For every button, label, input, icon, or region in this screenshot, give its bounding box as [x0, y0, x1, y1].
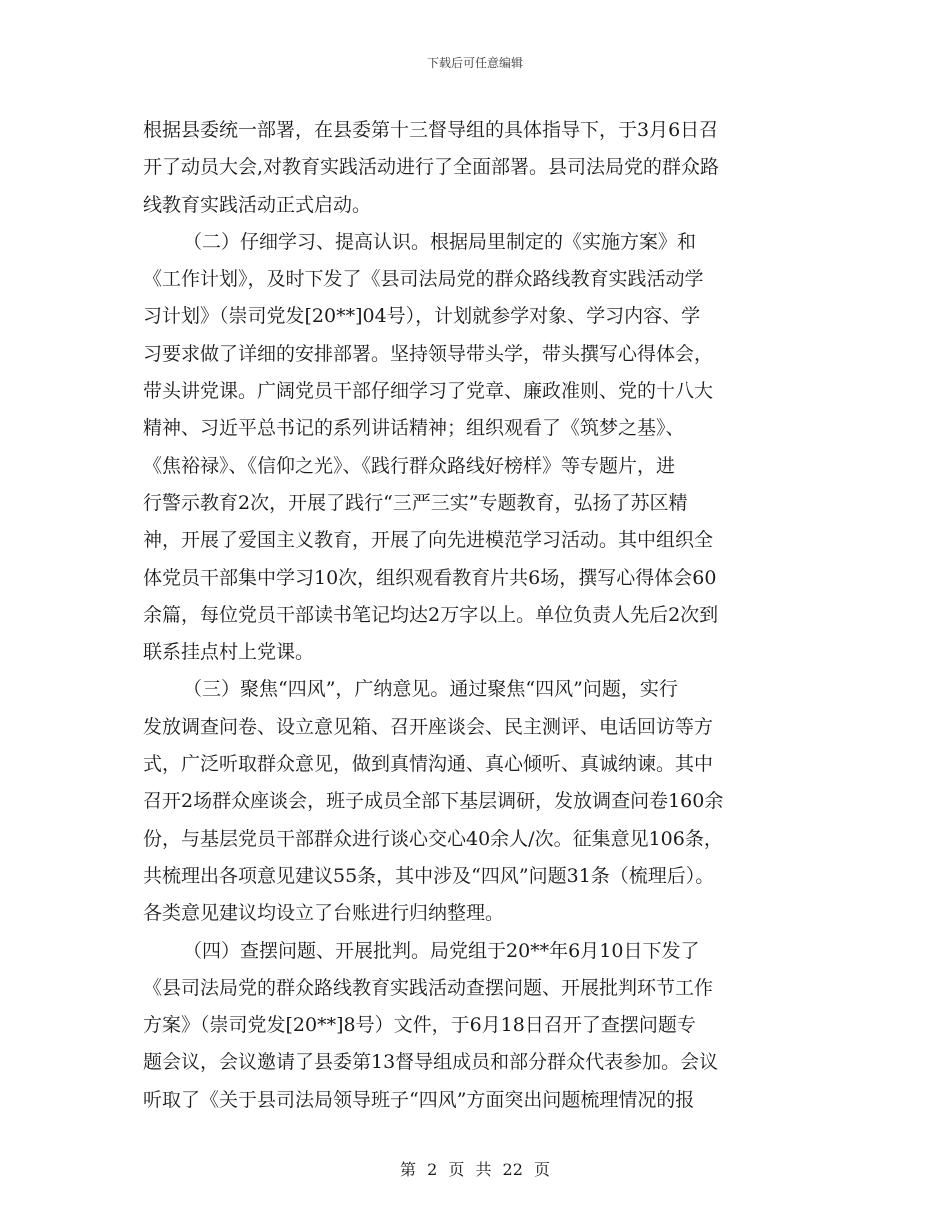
- text-line: 份，与基层党员干部群众进行谈心交心40余人/次。征集意见106条，: [143, 827, 723, 850]
- text-line: 精神、习近平总书记的系列讲话精神；组织观看了《筑梦之基》、: [143, 417, 685, 440]
- text-line: 题会议，会议邀请了县委第13督导组成员和部分群众代表参加。会议: [143, 1051, 719, 1074]
- text-line: 《焦裕禄》、《信仰之光》、《践行群众路线好榜样》等专题片，进: [143, 454, 676, 477]
- text-line: 神，开展了爱国主义教育，开展了向先进模范学习活动。其中组织全: [143, 529, 714, 552]
- text-line: 线教育实践活动正式启动。: [143, 193, 372, 216]
- text-line: 余篇，每位党员干部读书笔记均达2万字以上。单位负责人先后2次到: [143, 603, 719, 626]
- text-line: 各类意见建议均设立了台账进行归纳整理。: [143, 902, 505, 925]
- text-line: 习要求做了详细的安排部署。坚持领导带头学，带头撰写心得体会，: [143, 342, 714, 365]
- text-line: 式，广泛听取群众意见，做到真情沟通、真心倾听、真诚纳谏。其中: [143, 753, 714, 776]
- text-line: 方案》（崇司党发[20**]8号）文件，于6月18日召开了查摆问题专: [143, 1014, 696, 1037]
- section-heading-line: （四）查摆问题、开展批判。局党组于20**年6月10日下发了: [183, 939, 700, 962]
- text-line: 召开2场群众座谈会，班子成员全部下基层调研，发放调查问卷160余: [143, 790, 724, 813]
- text-line: 开了动员大会,对教育实践活动进行了全面部署。县司法局党的群众路: [143, 156, 720, 179]
- text-line: 习计划》（崇司党发[20**]04号），计划就参学对象、学习内容、学: [143, 305, 701, 328]
- text-line: 根据县委统一部署，在县委第十三督导组的具体指导下，于3月6日召: [143, 119, 719, 141]
- body-text: [143, 112, 823, 1119]
- section-heading-line: （三）聚焦“四风”，广纳意见。通过聚焦“四风”问题，实行: [183, 678, 678, 701]
- text-line: 行警示教育2次，开展了践行“三严三实”专题教育，弘扬了苏区精: [143, 491, 688, 514]
- text-line: 《县司法局党的群众路线教育实践活动查摆问题、开展批判环节工作: [143, 976, 714, 999]
- text-line: 带头讲党课。广阔党员干部仔细学习了党章、廉政准则、党的十八大: [143, 380, 714, 403]
- page-header: 下载后可任意编辑: [426, 56, 523, 70]
- text-line: 共梳理出各项意见建议55条，其中涉及“四风”问题31条（梳理后）。: [143, 864, 715, 887]
- text-line: 《工作计划》，及时下发了《县司法局党的群众路线教育实践活动学: [143, 268, 704, 291]
- page-number-footer: 第 2 页 共 22 页: [400, 1160, 550, 1179]
- text-line: 听取了《关于县司法局领导班子“四风”方面突出问题梳理情况的报: [143, 1088, 695, 1111]
- text-line: 体党员干部集中学习10次，组织观看教育片共6场，撰写心得体会60: [143, 566, 717, 589]
- section-heading-line: （二）仔细学习、提高认识。根据局里制定的《实施方案》和: [183, 230, 697, 253]
- text-line: 发放调查问卷、设立意见箱、召开座谈会、民主测评、电话回访等方: [143, 715, 714, 738]
- text-line: 联系挂点村上党课。: [143, 641, 315, 664]
